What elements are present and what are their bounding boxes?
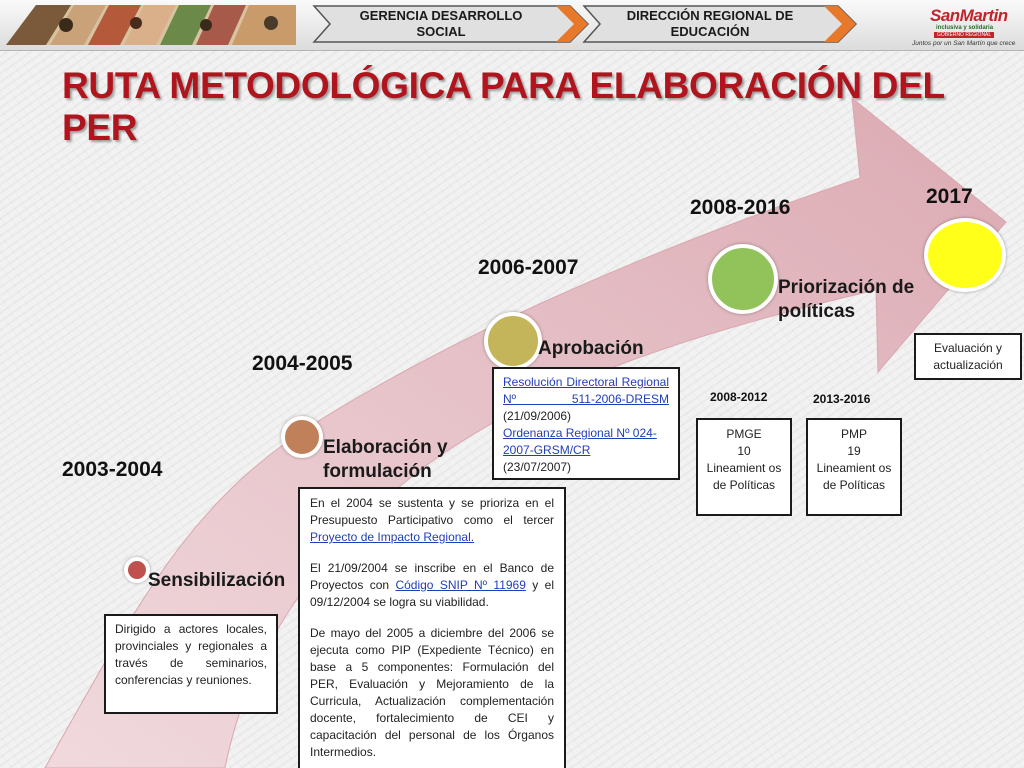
logo-gobierno: GOBIERNO REGIONAL (934, 32, 994, 38)
year-2008-2016: 2008-2016 (690, 196, 791, 219)
logo-motto: Juntos por un San Martín que crece (912, 40, 1016, 47)
link-proyecto-impacto-regional[interactable]: Proyecto de Impacto Regional. (310, 530, 475, 544)
pmge-name: PMGE (726, 427, 762, 441)
stage-dot-2017 (924, 218, 1006, 292)
pmge-count: 10 (737, 444, 751, 458)
link-ordenanza-regional[interactable]: Ordenanza Regional Nº 024-2007-GRSM/CR (503, 426, 657, 457)
stage-dot-aprobacion (484, 312, 542, 370)
stage-dot-sensibilizacion (124, 557, 150, 583)
elaboracion-paragraph-1 (310, 495, 554, 546)
link-resolucion-directoral[interactable]: Resolución Directoral Regional Nº 511-2006-DRESM (503, 375, 669, 406)
pmp-name: PMP (840, 427, 867, 441)
logo-subtitle: inclusiva y solidaria (936, 25, 994, 31)
date-resolucion: (21/09/2006) (503, 409, 572, 423)
stage-dot-elaboracion (281, 416, 323, 458)
pmp-desc: Lineamient os de Políticas (816, 461, 892, 492)
date-ordenanza: (23/07/2007) (503, 460, 572, 474)
year-2004-2005: 2004-2005 (252, 352, 353, 375)
elaboracion-text-1: En el 2004 se sustenta y se prioriza en el Presupuesto Participativo como el tercer (310, 496, 554, 527)
tab-left-label: GERENCIA DESARROLLO SOCIAL (359, 8, 523, 39)
aprobacion-ordenanza (503, 425, 669, 476)
link-codigo-snip[interactable]: Código SNIP Nº 11969 (395, 578, 526, 592)
year-2013-2016: 2013-2016 (813, 392, 871, 406)
year-2017: 2017 (926, 185, 973, 208)
text-sensibilizacion: Dirigido a actores locales, provinciales y regionales a través de seminarios, conferencias y reuniones. (115, 622, 267, 687)
pmp-count: 19 (847, 444, 861, 458)
box-elaboracion (298, 487, 566, 768)
logo-name: SanMartin (930, 6, 1008, 25)
elaboracion-paragraph-2 (310, 560, 554, 611)
box-pmp (806, 418, 902, 516)
box-evaluacion (914, 333, 1022, 380)
aprobacion-resolucion (503, 374, 669, 425)
elaboracion-text-2b: y el 09/12/2004 se logra su viabilidad. (310, 578, 555, 609)
stage-label-aprobacion: Aprobación (538, 338, 644, 359)
year-2006-2007: 2006-2007 (478, 256, 579, 279)
page-title: RUTA METODOLÓGICA PARA ELABORACIÓN DEL PER (62, 65, 945, 148)
year-2003-2004: 2003-2004 (62, 458, 163, 481)
pmge-desc: Lineamient os de Políticas (706, 461, 782, 492)
evaluacion-text: Evaluación y actualización (933, 341, 1003, 372)
box-aprobacion (492, 367, 680, 480)
year-2008-2012: 2008-2012 (710, 390, 768, 404)
box-sensibilizacion (104, 614, 278, 714)
stage-label-elaboracion: Elaboración y formulación (323, 437, 448, 482)
stage-label-priorizacion: Priorización de políticas (778, 277, 915, 322)
box-pmge (696, 418, 792, 516)
tab-right-label: DIRECCIÓN REGIONAL DE EDUCACIÓN (626, 8, 794, 39)
stage-label-sensibilizacion: Sensibilización (148, 570, 286, 591)
elaboracion-text-2a: El 21/09/2004 se inscribe en el Banco de Proyectos con (310, 561, 554, 592)
stage-dot-priorizacion (708, 244, 778, 314)
elaboracion-paragraph-3: De mayo del 2005 a diciembre del 2006 se ejecuta como PIP (Expediente Técnico) en base a 5 componentes: Formulación del PER, Evaluación y Mejoramiento de la Curricula, Actualización complementación docente, fortalecimiento de CEI y capacitación del personal de los Órganos Intermedios. (310, 626, 554, 759)
